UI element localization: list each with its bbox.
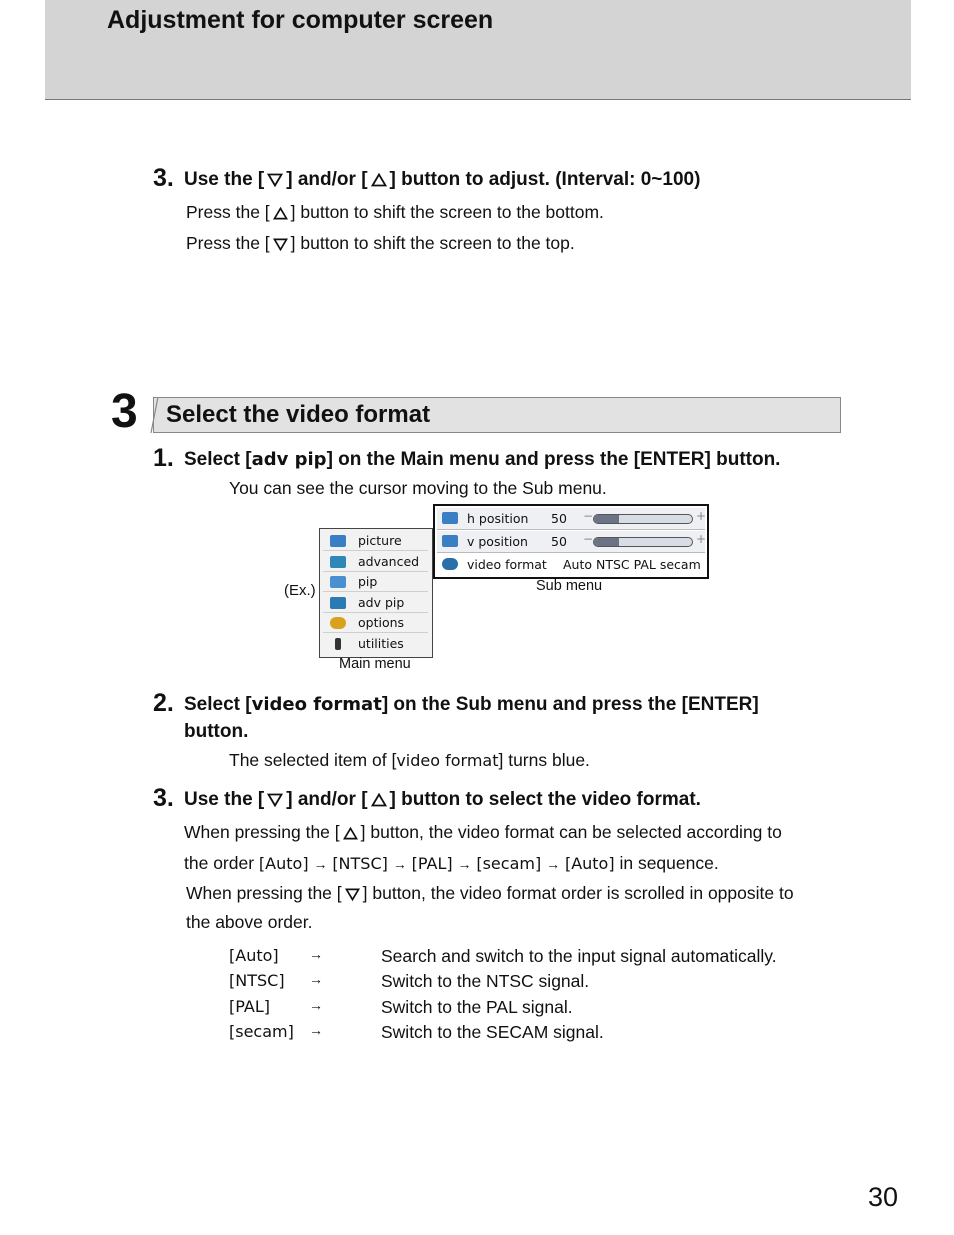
format-ntsc: [NTSC] xyxy=(332,854,388,873)
heading-part: ] and/or [ xyxy=(286,169,368,190)
text-part: Press the [ xyxy=(186,233,270,253)
text-part: in sequence. xyxy=(619,853,719,873)
text-part: When pressing the [ xyxy=(186,883,342,903)
down-triangle-icon xyxy=(345,888,360,901)
v-position-icon xyxy=(442,535,458,547)
up-triangle-icon xyxy=(371,793,387,807)
plus-icon: + xyxy=(696,532,707,546)
text-part: ] button to shift the screen to the bottom. xyxy=(290,202,604,222)
right-arrow-icon: → xyxy=(546,856,561,872)
format-desc-secam: Switch to the SECAM signal. xyxy=(381,1022,604,1042)
text-part: When pressing the [ xyxy=(184,822,340,842)
format-auto: [Auto] xyxy=(564,854,615,873)
heading-part: Select [ xyxy=(184,449,252,470)
main-menu-item-pip[interactable] xyxy=(323,572,428,592)
heading-part: Use the [ xyxy=(184,789,265,810)
heading-part: ] and/or [ xyxy=(286,789,368,810)
top-step3-number: 3. xyxy=(153,164,174,192)
up-triangle-icon xyxy=(343,827,358,840)
step3-para3 xyxy=(186,883,794,904)
menu-item-label: options xyxy=(358,615,405,630)
text-part: ] button, the video format can be selected according to xyxy=(360,822,782,842)
step3-order-line xyxy=(184,853,719,874)
heading-part: ] button to select the video format. xyxy=(389,789,701,810)
heading-part: ] on the Sub menu and press the [ENTER] xyxy=(381,694,759,715)
step3-para4: the above order. xyxy=(186,912,313,932)
sub-menu-label: video format xyxy=(467,557,547,572)
sub-menu-row-v-position[interactable] xyxy=(437,531,705,553)
main-menu xyxy=(319,528,433,658)
sub-menu xyxy=(433,504,709,579)
plus-icon: + xyxy=(696,509,707,523)
down-triangle-icon xyxy=(273,238,288,251)
format-key-pal: [PAL] xyxy=(229,997,270,1016)
format-desc-pal: Switch to the PAL signal. xyxy=(381,997,573,1017)
top-step3-line1 xyxy=(186,202,604,223)
top-step3-line2 xyxy=(186,233,575,254)
main-menu-item-options[interactable] xyxy=(323,613,428,633)
main-menu-caption: Main menu xyxy=(339,656,411,672)
heading-part: ] button to adjust. (Interval: 0~100) xyxy=(389,169,701,190)
right-arrow-icon: → xyxy=(313,856,328,872)
up-triangle-icon xyxy=(273,207,288,220)
step3-heading xyxy=(184,789,701,811)
right-arrow-icon: → xyxy=(309,946,323,962)
format-key-ntsc: [NTSC] xyxy=(229,971,285,990)
format-auto: [Auto] xyxy=(258,854,309,873)
format-desc-auto: Search and switch to the input signal automatically. xyxy=(381,946,777,966)
top-step3-heading xyxy=(184,169,700,191)
sub-menu-label: h position xyxy=(467,511,529,526)
sub-menu-caption: Sub menu xyxy=(536,578,603,594)
sub-menu-row-h-position[interactable] xyxy=(437,508,705,530)
page-number: 30 xyxy=(868,1182,899,1212)
format-key-secam: [secam] xyxy=(229,1022,294,1041)
v-position-slider-fill xyxy=(594,538,619,546)
step1-body: You can see the cursor moving to the Sub menu. xyxy=(229,478,607,498)
h-position-value: 50 xyxy=(551,511,567,526)
menu-item-label: pip xyxy=(358,574,378,589)
menu-item-label: adv pip xyxy=(358,595,405,610)
adv-pip-icon xyxy=(330,597,346,609)
step3-para1 xyxy=(184,822,782,843)
step2-number: 2. xyxy=(153,689,174,717)
menu-item-label: utilities xyxy=(358,636,404,651)
h-position-slider[interactable] xyxy=(593,514,693,524)
video-format-icon xyxy=(442,558,458,570)
format-key-auto: [Auto] xyxy=(229,946,279,965)
step2-body xyxy=(229,750,590,771)
example-label: (Ex.) xyxy=(284,582,316,599)
minus-icon: − xyxy=(583,532,594,546)
menu-item-label: picture xyxy=(358,533,402,548)
step2-heading-line2: button. xyxy=(184,721,249,742)
main-menu-item-advanced[interactable] xyxy=(323,552,428,572)
step1-heading xyxy=(184,449,780,471)
text-part: ] turns blue. xyxy=(498,750,590,770)
menu-item-label: advanced xyxy=(358,554,420,569)
menu-keyword: video format xyxy=(251,694,382,715)
v-position-slider[interactable] xyxy=(593,537,693,547)
options-icon xyxy=(330,617,346,629)
menu-keyword: adv pip xyxy=(251,449,327,470)
section-number: 3 xyxy=(111,385,138,438)
picture-icon xyxy=(330,535,346,547)
menu-keyword: video format xyxy=(396,751,499,770)
section-title: Select the video format xyxy=(166,401,431,428)
format-pal: [PAL] xyxy=(411,854,453,873)
text-part: Press the [ xyxy=(186,202,270,222)
format-desc-ntsc: Switch to the NTSC signal. xyxy=(381,971,590,991)
advanced-icon xyxy=(330,556,346,568)
step1-number: 1. xyxy=(153,444,174,472)
heading-part: Select [ xyxy=(184,694,252,715)
heading-part: ] on the Main menu and press the [ENTER] button. xyxy=(326,449,781,470)
down-triangle-icon xyxy=(267,793,283,807)
text-part: The selected item of [ xyxy=(229,750,397,770)
right-arrow-icon: → xyxy=(309,971,323,987)
h-position-icon xyxy=(442,512,458,524)
video-format-options[interactable]: Auto NTSC PAL secam xyxy=(563,557,701,572)
main-menu-item-utilities[interactable] xyxy=(323,634,428,653)
sub-menu-row-video-format[interactable] xyxy=(437,554,705,575)
step2-heading xyxy=(184,694,759,716)
v-position-value: 50 xyxy=(551,534,567,549)
right-arrow-icon: → xyxy=(309,1022,323,1038)
right-arrow-icon: → xyxy=(392,856,407,872)
text-part: the order xyxy=(184,853,255,873)
text-part: ] button, the video format order is scrolled in opposite to xyxy=(362,883,794,903)
format-secam: [secam] xyxy=(476,854,542,873)
step3-number: 3. xyxy=(153,784,174,812)
sub-menu-label: v position xyxy=(467,534,528,549)
minus-icon: − xyxy=(583,509,594,523)
page-title: Adjustment for computer screen xyxy=(107,6,494,34)
right-arrow-icon: → xyxy=(457,856,472,872)
section-slash-decoration xyxy=(148,397,160,433)
main-menu-item-adv-pip[interactable] xyxy=(323,593,428,613)
main-menu-item-picture[interactable] xyxy=(323,531,428,551)
down-triangle-icon xyxy=(267,173,283,187)
pip-icon xyxy=(330,576,346,588)
text-part: ] button to shift the screen to the top. xyxy=(290,233,575,253)
up-triangle-icon xyxy=(371,173,387,187)
right-arrow-icon: → xyxy=(309,997,323,1013)
utilities-icon xyxy=(335,638,341,650)
heading-part: Use the [ xyxy=(184,169,265,190)
h-position-slider-fill xyxy=(594,515,619,523)
